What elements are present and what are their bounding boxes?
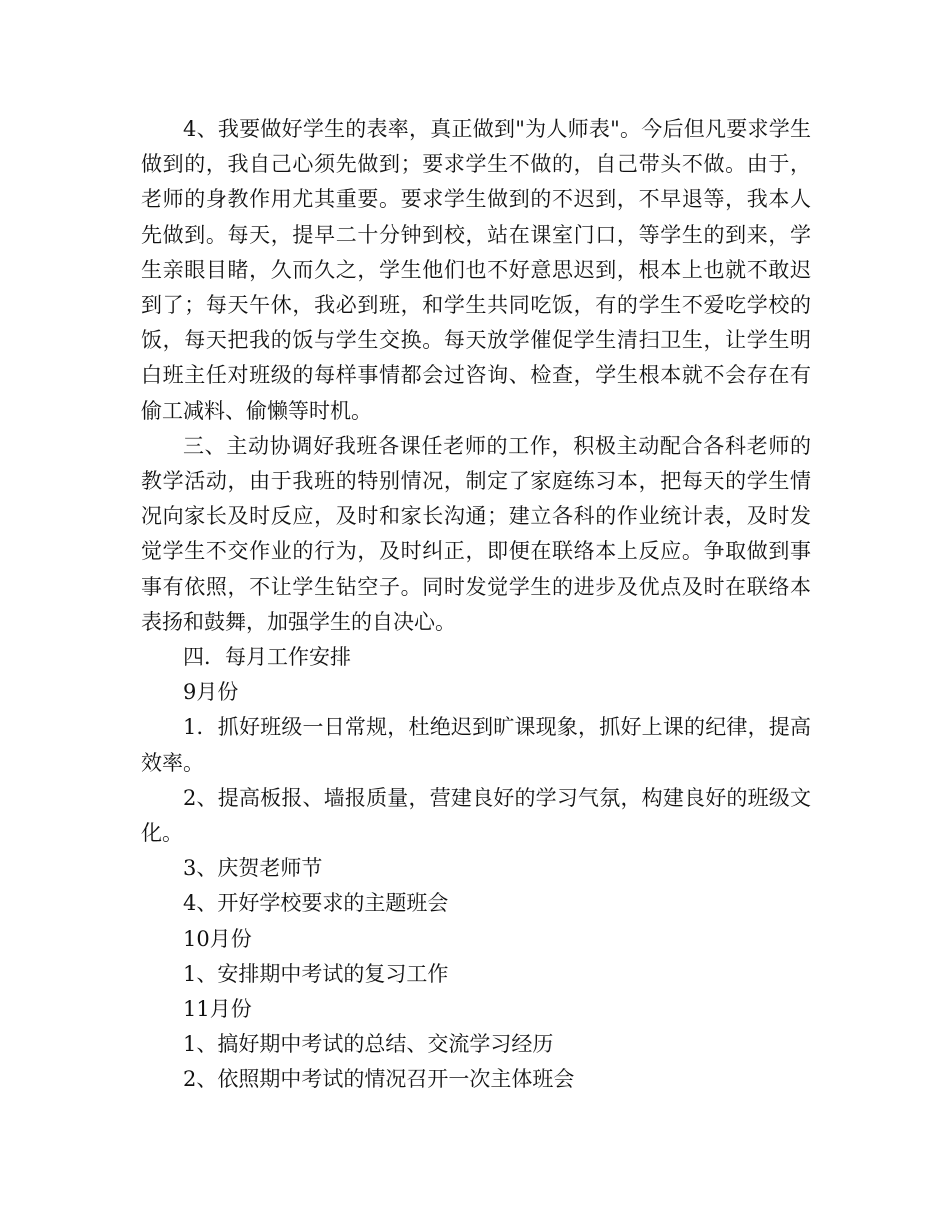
month-heading-september: 9月份 xyxy=(183,680,239,705)
list-item-november-2: 2、依照期中考试的情况召开一次主体班会 xyxy=(183,1067,575,1092)
document-body xyxy=(141,112,811,1098)
month-heading-november: 11月份 xyxy=(183,997,252,1022)
list-item-october-1: 1、安排期中考试的复习工作 xyxy=(183,961,449,986)
paragraph-teacher-role-model: 4、我要做好学生的表率，真正做到"为人师表"。今后但凡要求学生做到的，我自己心须先做到；要求学生不做的，自己带头不做。由于，老师的身教作用尤其重要。要求学生做到的不迟到，不早退等，我本人先做到。每天，提早二十分钟到校，站在课室门口，等学生的到来，学生亲眼目睹，久而久之，学生他们也不好意思迟到，根本上也就不敢迟到了；每天午休，我必到班，和学生共同吃饭，有的学生不爱吃学校的饭，每天把我的饭与学生交换。每天放学催促学生清扫卫生，让学生明白班主任对班级的每样事情都会过咨询、检查，学生根本就不会存在有偷工减料、偷懒等时机。 xyxy=(141,117,811,423)
month-heading-october: 10月份 xyxy=(183,926,252,951)
list-item-september-4: 4、开好学校要求的主题班会 xyxy=(183,891,449,916)
list-item-september-3: 3、庆贺老师节 xyxy=(183,856,323,881)
list-item-november-1: 1、搞好期中考试的总结、交流学习经历 xyxy=(183,1032,554,1057)
list-item-september-2: 2、提高板报、墙报质量，营建良好的学习气氛，构建良好的班级文化。 xyxy=(141,785,811,846)
list-item-september-1: 1．抓好班级一日常规，杜绝迟到旷课现象，抓好上课的纪律，提高效率。 xyxy=(141,715,811,775)
section-heading-monthly-plan: 四．每月工作安排 xyxy=(183,645,351,670)
paragraph-coordinate-teachers: 三、主动协调好我班各课任老师的工作，积极主动配合各科老师的教学活动，由于我班的特别情况，制定了家庭练习本，把每天的学生情况向家长及时反应，及时和家长沟通；建立各科的作业统计表，及时发觉学生不交作业的行为，及时纠正，即便在联络本上反应。争取做到事事有依照，不让学生钻空子。同时发觉学生的进步及优点及时在联络本表扬和鼓舞，加强学生的自决心。 xyxy=(141,433,811,634)
